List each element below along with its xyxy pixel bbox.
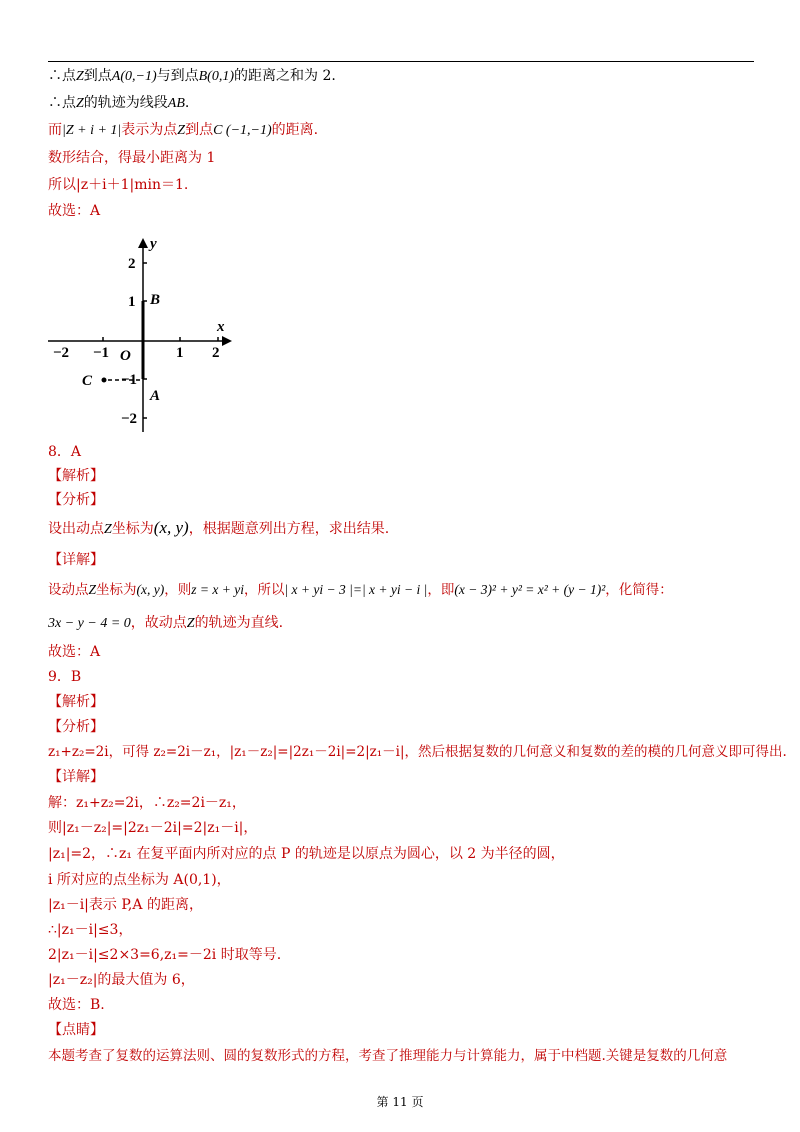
header-rule [48,61,754,62]
q9-detail-3: |z₁|=2，∴z₁ 在复平面内所对应的点 P 的轨迹是以原点为圆心，以 2 为半径的圆， [48,846,565,862]
q8-detail-2: 3x − y − 4 = 0，故动点Z的轨迹为直线. [48,615,284,631]
axis-y-label: y [150,236,157,252]
q9-jiexi-heading: 【解析】 [48,694,104,710]
axis-x-label: x [217,319,225,335]
q8-xiangjie-heading: 【详解】 [48,552,104,568]
q9-detail-1: 解：z₁+z₂=2i，∴z₂=2i－z₁， [48,795,246,811]
point-a-label: A [150,388,161,404]
q7-line-3: 而|Z + i + 1|表示为点Z到点C (−1,−1)的距离. [48,122,319,138]
q9-detail-7: 2|z₁－i|≤2×3=6,z₁=－2i 时取等号. [48,947,282,963]
q9-answer: 故选：B. [48,997,105,1013]
q9-detail-6: ∴|z₁－i|≤3， [48,922,133,938]
q9-number: 9．B [48,669,82,685]
q7-answer: 故选：A [48,203,101,219]
q7-line-5: 所以|z＋i＋1|min＝1. [48,177,189,193]
point-b-label: B [150,292,161,308]
q9-detail-8: |z₁－z₂|的最大值为 6， [48,972,195,988]
y-axis-arrow-icon [138,238,148,248]
q8-fenxi-text: 设出动点Z坐标为(x, y)，根据题意列出方程，求出结果. [48,518,390,537]
coordinate-figure [44,230,244,436]
x-tick-label: −2 [53,345,70,361]
q9-dianjing-heading: 【点睛】 [48,1022,104,1038]
q9-fenxi-text: z₁+z₂=2i，可得 z₂=2i－z₁，|z₁－z₂|=|2z₁－2i|=2|z₁－i|，然后根据复数的几何意义和复数的差的模的几何意义即可得出. [48,744,787,760]
x-tick-label: −1 [93,345,110,361]
point-c [102,378,107,383]
q7-line-4: 数形结合，得最小距离为 1 [48,150,216,166]
y-tick-label: −2 [121,411,138,427]
q7-line-2: ∴点Z的轨迹为线段AB. [48,95,190,111]
page-footer: 第 11 页 [376,1095,424,1109]
q9-fenxi-heading: 【分析】 [48,719,104,735]
x-tick-label: 1 [176,345,184,361]
y-tick-label: 1 [128,294,136,310]
origin-label: O [120,348,131,364]
x-tick-label: 2 [212,345,220,361]
q9-xiangjie-heading: 【详解】 [48,769,104,785]
q8-answer: 故选：A [48,644,101,660]
q8-fenxi-heading: 【分析】 [48,492,104,508]
x-axis-arrow-icon [222,336,232,346]
y-tick-label: −1 [121,372,138,388]
q8-detail-1: 设动点Z坐标为(x, y)，则z = x + yi，所以| x + yi − 3 |=| x + yi − i |，即(x − 3)² + y² = x² + (y − 1)²，化简得： [48,582,673,598]
q7-line-1: ∴点Z到点A(0,−1)与到点B(0,1)的距离之和为 2. [48,68,336,84]
point-c-label: C [82,373,93,389]
q9-detail-2: 则|z₁－z₂|=|2z₁－2i|=2|z₁－i|， [48,820,258,836]
q9-detail-4: i 所对应的点坐标为 A(0,1)， [48,872,231,888]
q8-jiexi-heading: 【解析】 [48,468,104,484]
q9-dianjing-text: 本题考查了复数的运算法则、圆的复数形式的方程，考查了推理能力与计算能力，属于中档题.关键是复数的几何意 [48,1048,728,1064]
q9-detail-5: |z₁－i|表示 P,A 的距离， [48,897,203,913]
q8-number: 8．A [48,444,82,460]
y-tick-label: 2 [128,256,136,272]
